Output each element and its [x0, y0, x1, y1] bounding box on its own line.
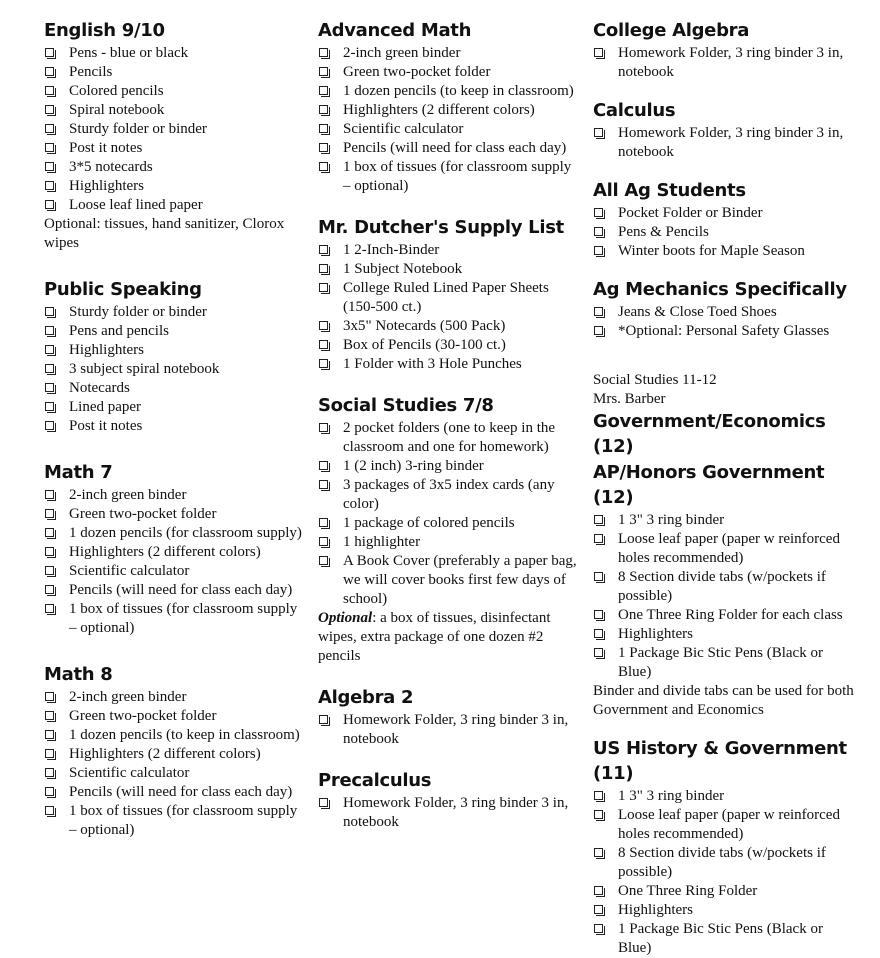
column-1 — [44, 18, 306, 840]
checklist — [593, 787, 855, 958]
checkbox-icon — [45, 768, 54, 777]
checkbox-icon — [319, 423, 328, 432]
checklist-item — [593, 787, 855, 806]
checklist-item — [593, 303, 855, 322]
item-label: Scientific calculator — [69, 765, 190, 781]
checkbox-icon — [319, 537, 328, 546]
checklist-item — [44, 101, 306, 120]
checkbox-icon — [594, 791, 603, 800]
checklist-item — [44, 524, 306, 543]
checkbox-icon — [594, 307, 603, 316]
checkbox-icon — [45, 692, 54, 701]
item-label: 1 box of tissues (for classroom supply – optional) — [69, 803, 298, 838]
item-label: 2-inch green binder — [343, 45, 461, 61]
section-advanced-math — [318, 18, 580, 196]
checklist-item — [44, 802, 306, 840]
checkbox-icon — [45, 143, 54, 152]
checklist-item — [593, 242, 855, 261]
checklist-item — [318, 241, 580, 260]
checklist-item — [593, 901, 855, 920]
checklist-item — [44, 82, 306, 101]
section-algebra-2 — [318, 685, 580, 749]
checkbox-icon — [319, 461, 328, 470]
checklist-item — [44, 44, 306, 63]
checkbox-icon — [45, 585, 54, 594]
checklist-item — [593, 511, 855, 530]
checklist-item — [318, 260, 580, 279]
checkbox-icon — [45, 509, 54, 518]
checklist — [593, 204, 855, 261]
checklist-item — [318, 476, 580, 514]
checklist-item — [318, 44, 580, 63]
checklist-item — [44, 417, 306, 436]
item-label: Green two-pocket folder — [343, 64, 491, 80]
item-label: *Optional: Personal Safety Glasses — [618, 323, 830, 339]
checkbox-icon — [594, 886, 603, 895]
checklist — [318, 419, 580, 609]
checklist-item — [318, 101, 580, 120]
section-title: English 9/10 — [44, 20, 165, 41]
checklist — [593, 124, 855, 162]
item-label: 1 Folder with 3 Hole Punches — [343, 356, 522, 372]
checklist-item — [44, 581, 306, 600]
checkbox-icon — [319, 67, 328, 76]
item-label: 1 package of colored pencils — [343, 515, 515, 531]
section-precalculus — [318, 768, 580, 832]
item-label: 3 subject spiral notebook — [69, 361, 220, 377]
checkbox-icon — [45, 383, 54, 392]
checklist-item — [593, 204, 855, 223]
checklist-item — [44, 783, 306, 802]
checkbox-icon — [45, 200, 54, 209]
item-label: 1 Package Bic Stic Pens (Black or Blue) — [618, 921, 823, 956]
checkbox-icon — [319, 86, 328, 95]
checklist — [593, 303, 855, 341]
checklist-item — [44, 360, 306, 379]
checkbox-icon — [45, 345, 54, 354]
item-label: Loose leaf lined paper — [69, 197, 203, 213]
item-label: Sturdy folder or binder — [69, 121, 207, 137]
item-label: 1 dozen pencils (for classroom supply) — [69, 525, 302, 541]
section-title: Algebra 2 — [318, 687, 414, 708]
checkbox-icon — [319, 264, 328, 273]
item-label: Pens and pencils — [69, 323, 169, 339]
item-label: Pocket Folder or Binder — [618, 205, 763, 221]
checkbox-icon — [594, 810, 603, 819]
checklist-item — [318, 63, 580, 82]
item-label: Pencils (will need for class each day) — [343, 140, 567, 156]
checkbox-icon — [45, 566, 54, 575]
section-title: Government/Economics (12) — [593, 411, 826, 457]
checkbox-icon — [594, 610, 603, 619]
checkbox-icon — [45, 124, 54, 133]
item-label: Pencils (will need for class each day) — [69, 582, 293, 598]
checklist-item — [44, 398, 306, 417]
checklist-item — [593, 806, 855, 844]
section-calculus — [593, 98, 855, 162]
section-all-ag-students — [593, 178, 855, 261]
section-title: Social Studies 7/8 — [318, 395, 494, 416]
item-label: Notecards — [69, 380, 130, 396]
checkbox-icon — [594, 326, 603, 335]
checkbox-icon — [319, 715, 328, 724]
checklist-item — [318, 158, 580, 196]
item-label: Pencils — [69, 64, 113, 80]
checkbox-icon — [45, 67, 54, 76]
item-label: Green two-pocket folder — [69, 506, 217, 522]
section-english — [44, 18, 306, 253]
checklist-item — [44, 726, 306, 745]
section-title: All Ag Students — [593, 180, 746, 201]
checklist-item — [593, 920, 855, 958]
checklist — [318, 711, 580, 749]
item-label: Loose leaf paper (paper w reinforced holes recommended) — [618, 531, 840, 566]
checklist-item — [593, 882, 855, 901]
checklist-item — [318, 355, 580, 374]
checkbox-icon — [45, 421, 54, 430]
checklist-item — [593, 568, 855, 606]
column-2 — [318, 18, 580, 832]
item-label: 1 box of tissues (for classroom supply – optional) — [343, 159, 572, 194]
item-label: 1 dozen pencils (to keep in classroom) — [69, 727, 300, 743]
teacher-line: Mrs. Barber — [593, 391, 666, 407]
item-label: Homework Folder, 3 ring binder 3 in, notebook — [618, 45, 844, 80]
checklist-item — [593, 223, 855, 242]
item-label: Homework Folder, 3 ring binder 3 in, notebook — [343, 712, 569, 747]
checkbox-icon — [319, 105, 328, 114]
checkbox-icon — [319, 480, 328, 489]
checkbox-icon — [45, 711, 54, 720]
optional-note: Optional: tissues, hand sanitizer, Clorox wipes — [44, 216, 285, 251]
checklist — [44, 688, 306, 840]
section-title: Calculus — [593, 100, 676, 121]
optional-note — [318, 609, 580, 666]
checkbox-icon — [319, 359, 328, 368]
item-label: Pencils (will need for class each day) — [69, 784, 293, 800]
checklist-item — [318, 139, 580, 158]
checklist-item — [44, 562, 306, 581]
checkbox-icon — [594, 905, 603, 914]
checkbox-icon — [594, 572, 603, 581]
item-label: Scientific calculator — [69, 563, 190, 579]
item-label: Post it notes — [69, 140, 143, 156]
checklist-item — [318, 711, 580, 749]
item-label: Highlighters — [69, 178, 144, 194]
item-label: Box of Pencils (30-100 ct.) — [343, 337, 506, 353]
checkbox-icon — [45, 105, 54, 114]
optional-text: : a box of tissues, disinfectant wipes, extra package of one dozen #2 pencils — [318, 610, 551, 664]
checklist — [318, 44, 580, 196]
checkbox-icon — [319, 321, 328, 330]
item-label: 1 highlighter — [343, 534, 421, 550]
checklist-item — [318, 457, 580, 476]
item-label: College Ruled Lined Paper Sheets (150-500 ct.) — [343, 280, 549, 315]
item-label: 1 Package Bic Stic Pens (Black or Blue) — [618, 645, 823, 680]
checklist — [44, 486, 306, 638]
item-label: 2-inch green binder — [69, 487, 187, 503]
checklist-item — [318, 514, 580, 533]
checkbox-icon — [594, 48, 603, 57]
checklist-item — [44, 158, 306, 177]
item-label: Lined paper — [69, 399, 142, 415]
item-label: 1 (2 inch) 3-ring binder — [343, 458, 484, 474]
checkbox-icon — [45, 307, 54, 316]
checklist-item — [593, 530, 855, 568]
item-label: 8 Section divide tabs (w/pockets if possible) — [618, 845, 826, 880]
checklist-item — [318, 82, 580, 101]
checklist-item — [318, 533, 580, 552]
section-subtitle: AP/Honors Government (12) — [593, 462, 825, 508]
item-label: Colored pencils — [69, 83, 164, 99]
section-math-7 — [44, 460, 306, 638]
item-label: Spiral notebook — [69, 102, 165, 118]
checklist-item — [44, 177, 306, 196]
checkbox-icon — [594, 648, 603, 657]
item-label: Highlighters — [618, 902, 693, 918]
optional-label: Optional — [318, 610, 373, 626]
section-public-speaking — [44, 277, 306, 436]
checklist-item — [593, 44, 855, 82]
item-label: 3 packages of 3x5 index cards (any color) — [343, 477, 555, 512]
checklist — [318, 794, 580, 832]
item-label: Loose leaf paper (paper w reinforced holes recommended) — [618, 807, 840, 842]
checklist-item — [44, 341, 306, 360]
checklist-item — [593, 644, 855, 682]
checkbox-icon — [594, 227, 603, 236]
checklist-item — [44, 139, 306, 158]
checklist-item — [593, 625, 855, 644]
section-title: Math 7 — [44, 462, 113, 483]
checkbox-icon — [319, 556, 328, 565]
checklist-item — [593, 124, 855, 162]
checklist-item — [44, 120, 306, 139]
item-label: Scientific calculator — [343, 121, 464, 137]
item-label: Highlighters (2 different colors) — [69, 544, 261, 560]
section-title: Advanced Math — [318, 20, 472, 41]
checklist-item — [593, 844, 855, 882]
item-label: 2 pocket folders (one to keep in the classroom and one for homework) — [343, 420, 556, 455]
checkbox-icon — [45, 326, 54, 335]
course-line: Social Studies 11-12 — [593, 372, 717, 388]
checklist-item — [318, 279, 580, 317]
section-social-studies-11-12 — [593, 357, 855, 720]
item-label: Highlighters — [69, 342, 144, 358]
item-label: Green two-pocket folder — [69, 708, 217, 724]
checklist-item — [318, 120, 580, 139]
checkbox-icon — [594, 128, 603, 137]
checklist-item — [44, 764, 306, 783]
checklist — [44, 303, 306, 436]
checkbox-icon — [319, 283, 328, 292]
checklist-item — [44, 322, 306, 341]
checkbox-icon — [45, 86, 54, 95]
section-title: Math 8 — [44, 664, 113, 685]
checklist-item — [318, 336, 580, 355]
section-ag-mechanics — [593, 277, 855, 341]
checkbox-icon — [319, 518, 328, 527]
checklist — [44, 44, 306, 215]
checkbox-icon — [594, 924, 603, 933]
checklist-item — [44, 379, 306, 398]
checklist-item — [318, 317, 580, 336]
checkbox-icon — [45, 48, 54, 57]
item-label: 2-inch green binder — [69, 689, 187, 705]
column-3 — [593, 18, 855, 958]
checkbox-icon — [319, 124, 328, 133]
checklist-item — [44, 745, 306, 764]
item-label: 8 Section divide tabs (w/pockets if possible) — [618, 569, 826, 604]
checkbox-icon — [45, 806, 54, 815]
checkbox-icon — [594, 534, 603, 543]
section-us-history — [593, 736, 855, 958]
checklist-item — [44, 303, 306, 322]
item-label: Post it notes — [69, 418, 143, 434]
section-title: US History & Government (11) — [593, 738, 847, 784]
checklist-item — [593, 606, 855, 625]
checkbox-icon — [45, 604, 54, 613]
checkbox-icon — [45, 162, 54, 171]
item-label: 3x5" Notecards (500 Pack) — [343, 318, 506, 334]
checkbox-icon — [45, 787, 54, 796]
checklist — [318, 241, 580, 374]
checkbox-icon — [319, 245, 328, 254]
item-label: A Book Cover (preferably a paper bag, we will cover books first few days of school) — [343, 553, 577, 607]
item-label: One Three Ring Folder for each class — [618, 607, 843, 623]
section-title: Public Speaking — [44, 279, 202, 300]
checkbox-icon — [45, 749, 54, 758]
checkbox-icon — [594, 848, 603, 857]
checkbox-icon — [319, 48, 328, 57]
item-label: Pens - blue or black — [69, 45, 189, 61]
item-label: Winter boots for Maple Season — [618, 243, 805, 259]
checklist-item — [318, 794, 580, 832]
checklist-item — [44, 196, 306, 215]
checklist-item — [44, 688, 306, 707]
section-math-8 — [44, 662, 306, 840]
item-label: Sturdy folder or binder — [69, 304, 207, 320]
section-social-studies-7-8 — [318, 393, 580, 666]
checklist-item — [318, 552, 580, 609]
item-label: 1 3" 3 ring binder — [618, 512, 725, 528]
checkbox-icon — [45, 490, 54, 499]
section-title: Precalculus — [318, 770, 432, 791]
checkbox-icon — [319, 143, 328, 152]
item-label: 1 2-Inch-Binder — [343, 242, 440, 258]
checkbox-icon — [45, 402, 54, 411]
item-label: 3*5 notecards — [69, 159, 153, 175]
checklist-item — [44, 600, 306, 638]
item-label: 1 dozen pencils (to keep in classroom) — [343, 83, 574, 99]
section-college-algebra — [593, 18, 855, 82]
checklist — [593, 511, 855, 682]
item-label: 1 box of tissues (for classroom supply – optional) — [69, 601, 298, 636]
checkbox-icon — [45, 181, 54, 190]
checkbox-icon — [45, 528, 54, 537]
spacer — [593, 357, 855, 371]
checkbox-icon — [45, 364, 54, 373]
footnote: Binder and divide tabs can be used for both Government and Economics — [593, 683, 854, 718]
checklist — [593, 44, 855, 82]
section-title: Ag Mechanics Specifically — [593, 279, 847, 300]
checklist-item — [44, 486, 306, 505]
section-dutcher-supply-list — [318, 215, 580, 374]
checkbox-icon — [45, 730, 54, 739]
item-label: 1 Subject Notebook — [343, 261, 463, 277]
item-label: Jeans & Close Toed Shoes — [618, 304, 777, 320]
section-title: College Algebra — [593, 20, 750, 41]
item-label: Homework Folder, 3 ring binder 3 in, notebook — [343, 795, 569, 830]
checklist-item — [44, 543, 306, 562]
item-label: One Three Ring Folder — [618, 883, 758, 899]
item-label: Pens & Pencils — [618, 224, 709, 240]
checkbox-icon — [594, 208, 603, 217]
checklist-item — [44, 707, 306, 726]
checklist-item — [44, 63, 306, 82]
checkbox-icon — [319, 340, 328, 349]
checklist-item — [593, 322, 855, 341]
checkbox-icon — [319, 162, 328, 171]
checklist-item — [318, 419, 580, 457]
item-label: Highlighters (2 different colors) — [69, 746, 261, 762]
item-label: 1 3" 3 ring binder — [618, 788, 725, 804]
item-label: Homework Folder, 3 ring binder 3 in, notebook — [618, 125, 844, 160]
checkbox-icon — [594, 629, 603, 638]
section-title: Mr. Dutcher's Supply List — [318, 217, 564, 238]
checkbox-icon — [319, 798, 328, 807]
checkbox-icon — [45, 547, 54, 556]
item-label: Highlighters — [618, 626, 693, 642]
checklist-item — [44, 505, 306, 524]
checkbox-icon — [594, 515, 603, 524]
item-label: Highlighters (2 different colors) — [343, 102, 535, 118]
checkbox-icon — [594, 246, 603, 255]
